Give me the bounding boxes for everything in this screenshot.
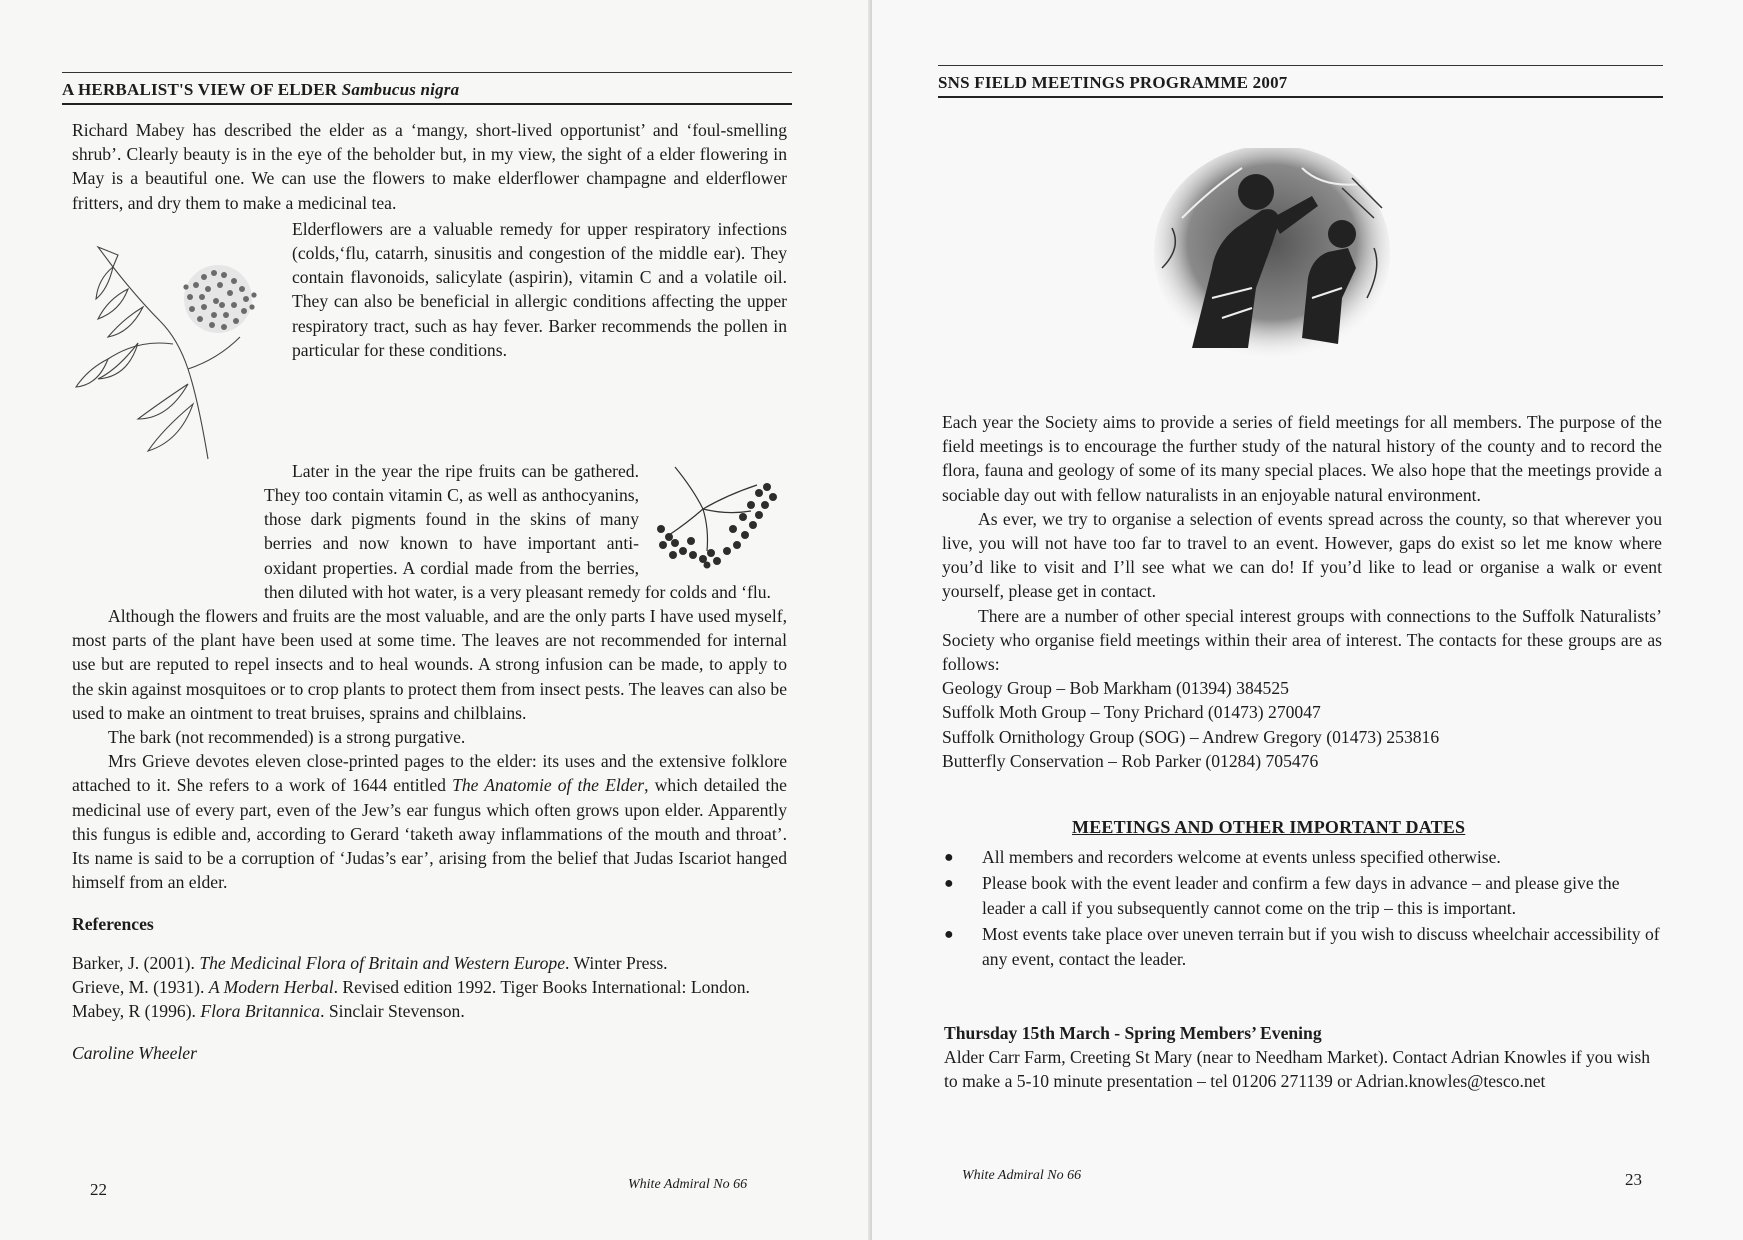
reference-title: Flora Britannica bbox=[200, 1001, 321, 1022]
reference-author: Mabey, R (1996). bbox=[72, 1001, 201, 1022]
group-contact: Suffolk Ornithology Group (SOG) – Andrew Gregory (01473) 253816 bbox=[942, 726, 1440, 747]
group-contact: Geology Group – Bob Markham (01394) 384525 bbox=[942, 678, 1289, 699]
reference-item bbox=[72, 975, 787, 999]
list-item bbox=[940, 922, 1662, 972]
bullet-icon: ● bbox=[944, 849, 954, 866]
elderflowers-paragraph: Elderflowers are a valuable remedy for upper respiratory infections (colds,‘flu, catarrh, sinusitis and congestion of the middle ear). They contain flavonoids, salicylate (aspirin), vitamin C and a volatile oil. They can also be beneficial in allergic conditions affecting the upper respiratory tract, such as hay fever. Barker recommends the pollen in particular for these conditions. bbox=[292, 218, 787, 360]
bark-paragraph: The bark (not recommended) is a strong purgative. bbox=[108, 727, 466, 748]
list-item bbox=[940, 845, 1662, 870]
programme-paragraph-3: There are a number of other special interest groups with connections to the Suffolk Naturalists’ Society who organise field meetings within their area of interest. The contacts for these groups are as follows: bbox=[942, 605, 1662, 675]
group-contact: Butterfly Conservation – Rob Parker (01284) 705476 bbox=[942, 750, 1319, 771]
programme-heading: SNS FIELD MEETINGS PROGRAMME 2007 bbox=[938, 73, 1663, 98]
programme-paragraph-2: As ever, we try to organise a selection of events spread across the county, so that wherever you live, you will not have too far to travel to an event. However, gaps do exist so let me know where you’d like to visit and I’ll see what we can do! If you’d like to lead or organise a walk or event yourself, please get in contact. bbox=[942, 508, 1662, 602]
page-number-left: 22 bbox=[90, 1180, 107, 1199]
grieve-text-before: Mrs Grieve devotes eleven close-printed pages to the elder: its uses and the extensive folklore attached to it. She refers to a work of 1644 entitled bbox=[72, 751, 787, 796]
references-list bbox=[72, 951, 787, 1024]
list-item bbox=[940, 871, 1662, 921]
references-heading: References bbox=[72, 914, 154, 935]
footer-title-left: White Admiral No 66 bbox=[628, 1177, 748, 1192]
list-item-text: Please book with the event leader and confirm a few days in advance – and please give the leader a call if you subsequently cannot come on the trip – this is important. bbox=[982, 873, 1620, 918]
left-page bbox=[0, 0, 870, 1240]
reference-item bbox=[72, 951, 787, 975]
elder-flower-illustration bbox=[68, 219, 278, 461]
article-heading-species: Sambucus nigra bbox=[341, 80, 460, 99]
event-title: Thursday 15th March - Spring Members’ Evening bbox=[944, 1023, 1322, 1043]
group-contact: Suffolk Moth Group – Tony Prichard (01473) 270047 bbox=[942, 702, 1321, 723]
reference-publisher: . Sinclair Stevenson. bbox=[320, 1001, 465, 1022]
page-number-right: 23 bbox=[1625, 1170, 1642, 1189]
footer-title-right: White Admiral No 66 bbox=[962, 1168, 1082, 1183]
group-contacts-list bbox=[942, 676, 1662, 773]
reference-author: Grieve, M. (1931). bbox=[72, 976, 209, 997]
list-item-text: Most events take place over uneven terrain but if you wish to discuss wheelchair accessibility of any event, contact the leader. bbox=[982, 924, 1660, 969]
programme-intro bbox=[942, 410, 1662, 773]
article-body bbox=[72, 118, 787, 1065]
grieve-book-title: The Anatomie of the Elder bbox=[452, 775, 645, 796]
article-heading-main: A HERBALIST'S VIEW OF ELDER bbox=[62, 80, 342, 99]
programme-paragraph-1: Each year the Society aims to provide a series of field meetings for all members. The purpose of the field meetings is to encourage the further study of the natural history of the county and to record the flora, fauna and geology of some of its many special places. We also hope that the meetings provide a sociable day out with fellow naturalists in an enjoyable natural environment. bbox=[942, 412, 1662, 505]
article-author: Caroline Wheeler bbox=[72, 1043, 197, 1064]
bullet-icon: ● bbox=[944, 926, 954, 943]
elderberry-illustration bbox=[647, 465, 787, 573]
reference-author: Barker, J. (2001). bbox=[72, 952, 200, 973]
grieve-paragraph bbox=[72, 749, 787, 894]
fruits-paragraph: Later in the year the ripe fruits can be gathered. They too contain vitamin C, as well as anthocyanins, those dark pigments found in the skins of many berries and now known to have important anti-oxidant properties. A cordial made from the berries, then diluted with hot water, is a very pleasant remedy for colds and ‘flu. bbox=[264, 460, 771, 602]
field-naturalists-illustration bbox=[1152, 148, 1392, 370]
meetings-heading: MEETINGS AND OTHER IMPORTANT DATES bbox=[1072, 817, 1466, 837]
article-heading bbox=[62, 80, 792, 105]
reference-title: A Modern Herbal bbox=[208, 976, 334, 997]
list-item-text: All members and recorders welcome at events unless specified otherwise. bbox=[982, 847, 1501, 867]
grieve-text-after: , which detailed the medicinal use of every part, even of the Jew’s ear fungus which often grows upon elder. Apparently this fungus is edible and, according to Gerard ‘taketh away inflammations of the mouth and throat’. Its name is said to be a corruption of ‘Judas’s ear’, arising from the belief that Judas Iscariot hanged himself from an elder. bbox=[72, 775, 787, 893]
event-details: Alder Carr Farm, Creeting St Mary (near to Needham Market). Contact Adrian Knowles if you wish to make a 5-10 minute presentation – tel 01206 271139 or Adrian.knowles@tesco.net bbox=[944, 1047, 1651, 1091]
bullet-icon: ● bbox=[944, 875, 954, 892]
reference-publisher: . Revised edition 1992. Tiger Books International: London. bbox=[333, 976, 750, 997]
intro-paragraph: Richard Mabey has described the elder as a ‘mangy, short-lived opportunist’ and ‘foul-smelling shrub’. Clearly beauty is in the eye of the beholder but, in my view, the sight of a elder flowering in May is a beautiful one. We can use the flowers to make elderflower champagne and elderflower fritters, and dry them to make a medicinal tea. bbox=[72, 120, 787, 213]
reference-title: The Medicinal Flora of Britain and Western Europe bbox=[199, 952, 566, 973]
reference-item bbox=[72, 999, 787, 1023]
plant-parts-paragraph: Although the flowers and fruits are the most valuable, and are the only parts I have used myself, most parts of the plant have been used at some time. The leaves are not recommended for internal use but are reputed to repel insects and to heal wounds. A strong infusion can be made, to apply to the skin against mosquitoes or to crop plants to protect them from insect pests. The leaves can also be used to make an ointment to treat bruises, sprains and chilblains. bbox=[72, 606, 787, 723]
meeting-rules-list bbox=[940, 845, 1662, 973]
reference-publisher: . Winter Press. bbox=[565, 952, 668, 973]
event-entry bbox=[944, 1021, 1664, 1093]
